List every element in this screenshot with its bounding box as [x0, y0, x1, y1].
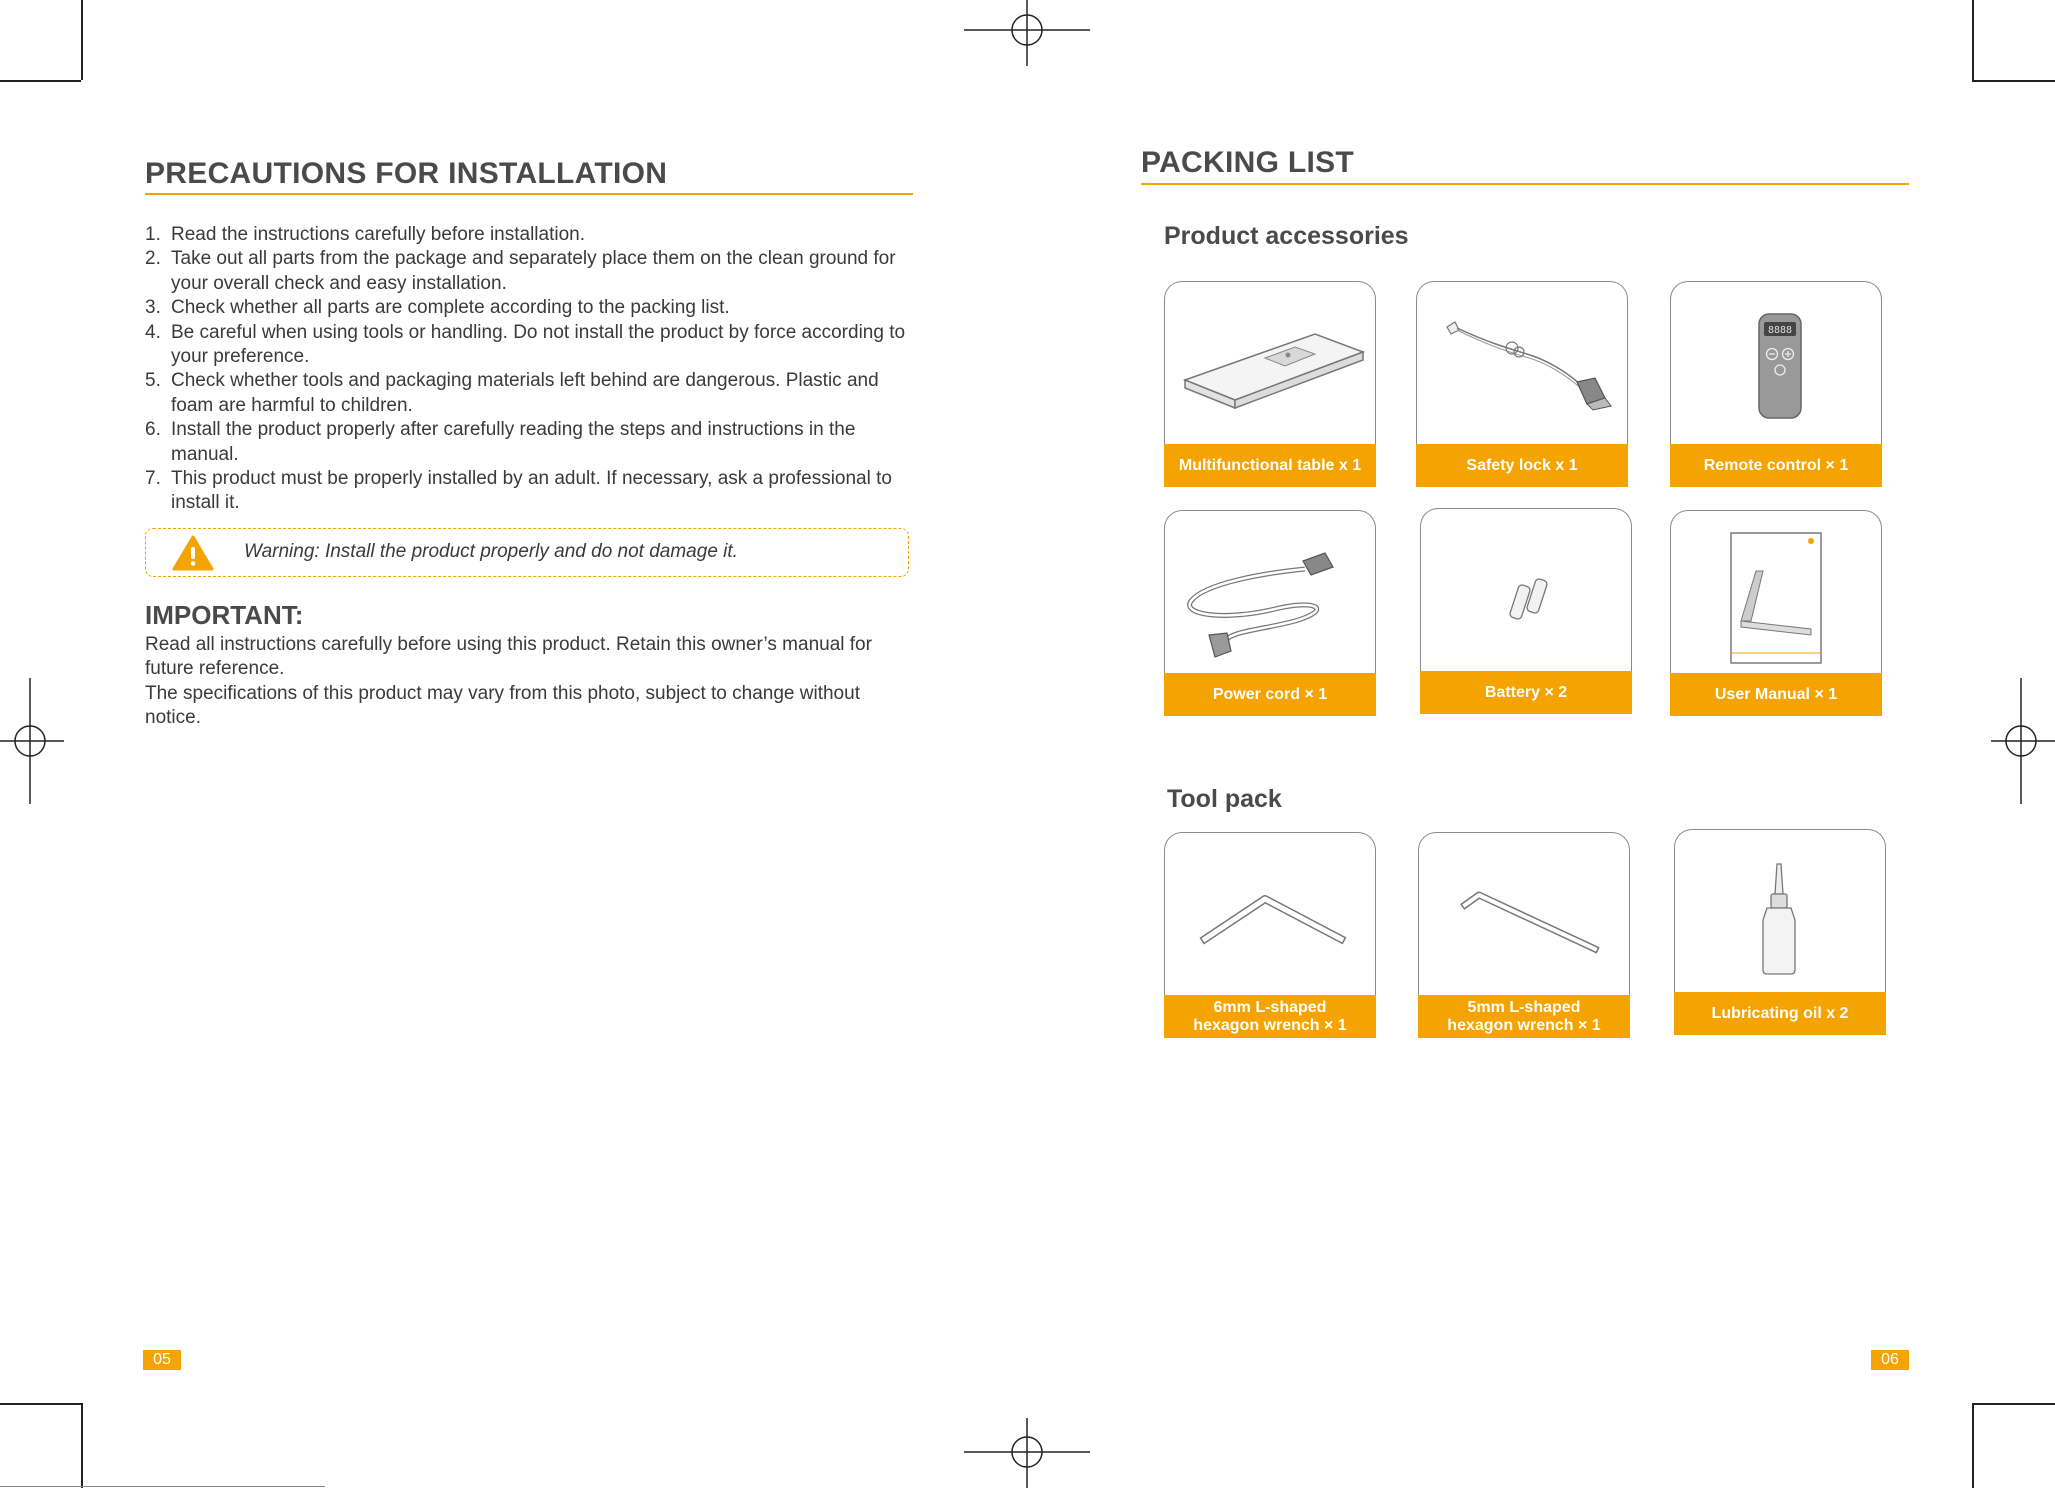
tool-label: 5mm L-shaped hexagon wrench × 1 [1418, 995, 1630, 1038]
accessory-label: Remote control × 1 [1670, 444, 1882, 487]
accessory-label: Power cord × 1 [1164, 673, 1376, 716]
accessory-card [1670, 510, 1882, 716]
warning-box [145, 528, 909, 577]
tool-card [1164, 832, 1376, 1038]
list-item: 5. Check whether tools and packaging materials left behind are dangerous. Plastic and foam are harmful to children. [145, 370, 879, 416]
list-item: 7. This product must be properly installed by an adult. If necessary, ask a professional to install it. [145, 468, 892, 514]
remote-control-icon [1671, 282, 1881, 444]
accessory-card [1164, 281, 1376, 487]
safety-lock-icon [1417, 282, 1627, 444]
precautions-title: PRECAUTIONS FOR INSTALLATION [145, 157, 668, 190]
precautions-list [145, 223, 915, 516]
power-cord-icon [1165, 511, 1375, 673]
packing-list-title: PACKING LIST [1141, 146, 1355, 179]
list-item: 3. Check whether all parts are complete according to the packing list. [145, 297, 730, 319]
tool-label: Lubricating oil x 2 [1674, 992, 1886, 1035]
accessory-label: Battery × 2 [1420, 671, 1632, 714]
registration-mark-top [964, 0, 1090, 66]
tool-card [1418, 832, 1630, 1038]
page-number-right: 06 [1871, 1350, 1909, 1370]
tool-label: 6mm L-shaped hexagon wrench × 1 [1164, 995, 1376, 1038]
battery-icon [1421, 509, 1631, 671]
table-icon [1165, 282, 1375, 444]
list-item: 6. Install the product properly after carefully reading the steps and instructions in the manual. [145, 419, 856, 465]
tool-pack-heading: Tool pack [1167, 785, 1282, 813]
registration-mark-left [0, 678, 64, 804]
accessory-card [1670, 281, 1882, 487]
accessory-card [1164, 510, 1376, 716]
important-paragraph: Read all instructions carefully before using this product. Retain this owner’s manual for future reference. [145, 634, 872, 680]
title-underline [145, 193, 913, 195]
important-heading: IMPORTANT: [145, 600, 304, 630]
svg-text:8888: 8888 [1767, 325, 1793, 336]
page-number-left: 05 [143, 1350, 181, 1370]
tool-card [1674, 829, 1886, 1035]
list-item: 4. Be careful when using tools or handling. Do not install the product by force according to your preference. [145, 321, 906, 368]
accessory-card [1420, 508, 1632, 714]
list-item: 1. Read the instructions carefully before installation. [145, 224, 586, 245]
hex-wrench-5mm-icon [1419, 833, 1629, 995]
title-underline [1141, 183, 1909, 185]
accessory-label: Multifunctional table x 1 [1164, 444, 1376, 487]
warning-text: Warning: Install the product properly and do not damage it. [244, 541, 738, 562]
oil-bottle-icon [1675, 830, 1885, 992]
user-manual-icon [1671, 511, 1881, 673]
registration-mark-right [1991, 678, 2055, 804]
warning-icon [172, 535, 214, 571]
accessory-label: Safety lock x 1 [1416, 444, 1628, 487]
accessories-heading: Product accessories [1164, 222, 1409, 250]
hex-wrench-6mm-icon [1165, 833, 1375, 995]
specifications-paragraph: The specifications of this product may vary from this photo, subject to change without notice. [145, 683, 860, 729]
accessory-card [1416, 281, 1628, 487]
accessory-label: User Manual × 1 [1670, 673, 1882, 716]
registration-mark-bottom [964, 1418, 1090, 1488]
list-item: 2. Take out all parts from the package and separately place them on the clean ground for your overall check and easy installation. [145, 248, 896, 294]
